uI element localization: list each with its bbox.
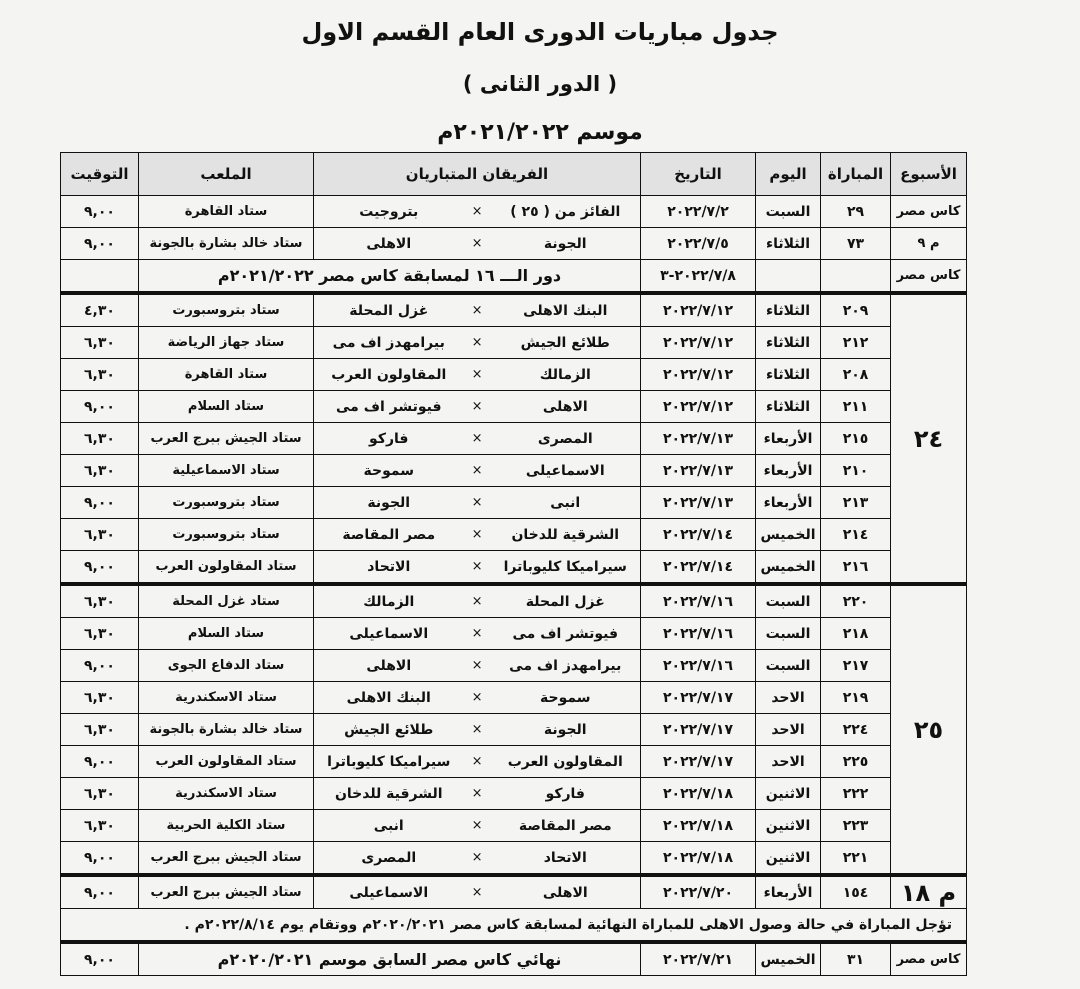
kickoff-time-text: ٦,٣٠ bbox=[84, 721, 115, 738]
vs-symbol: × bbox=[464, 359, 491, 391]
stadium: ستاد الدفاع الجوى bbox=[139, 650, 314, 682]
week-cell: كاس مصر bbox=[891, 196, 967, 228]
kickoff-time bbox=[61, 196, 139, 228]
match-day: الثلاثاء bbox=[756, 228, 821, 260]
stadium: ستاد الكلية الحربية bbox=[139, 810, 314, 842]
match-day: الاحد bbox=[756, 682, 821, 714]
document-subtitle: ( الدور الثانى ) bbox=[462, 72, 618, 96]
document-title: جدول مباريات الدورى العام القسم الاول bbox=[301, 18, 779, 46]
away-team: الاتحاد bbox=[314, 551, 464, 585]
match-day: الثلاثاء bbox=[756, 293, 821, 327]
match-day: الخميس bbox=[756, 551, 821, 585]
kickoff-time-text: ٤,٣٠ bbox=[84, 302, 115, 319]
home-team: الاهلى bbox=[491, 875, 641, 909]
away-team: سموحة bbox=[314, 455, 464, 487]
home-team: البنك الاهلى bbox=[491, 293, 641, 327]
kickoff-time bbox=[61, 942, 139, 976]
kickoff-time-text: ٦,٣٠ bbox=[84, 625, 115, 642]
vs-symbol: × bbox=[464, 327, 491, 359]
postponement-note: تؤجل المباراة في حالة وصول الاهلى للمباراة النهائية لمسابقة كاس مصر ٢٠٢٠/٢٠٢١م ووتقام يوم ٢٠٢٢/٨/١٤م . bbox=[61, 909, 967, 943]
match-number: ٢١٨ bbox=[821, 618, 891, 650]
match-date bbox=[641, 228, 756, 260]
match-date bbox=[641, 423, 756, 455]
away-team: انبى bbox=[314, 810, 464, 842]
kickoff-time bbox=[61, 650, 139, 682]
home-team: سموحة bbox=[491, 682, 641, 714]
away-team: الاهلى bbox=[314, 228, 464, 260]
match-date bbox=[641, 455, 756, 487]
stadium: ستاد المقاولون العرب bbox=[139, 551, 314, 585]
match-day: الأربعاء bbox=[756, 423, 821, 455]
week-cell: كاس مصر bbox=[891, 260, 967, 294]
match-date-text: ٢٠٢٢/٧/١٤ bbox=[662, 526, 734, 543]
kickoff-time bbox=[61, 842, 139, 876]
match-day: السبت bbox=[756, 584, 821, 618]
vs-symbol: × bbox=[464, 391, 491, 423]
home-team: فيوتشر اف مى bbox=[491, 618, 641, 650]
away-team: الاسماعيلى bbox=[314, 618, 464, 650]
kickoff-time-text: ٩,٠٠ bbox=[84, 753, 115, 770]
match-day: الخميس bbox=[756, 942, 821, 976]
stadium: ستاد الاسكندرية bbox=[139, 682, 314, 714]
final-label: نهائي كاس مصر السابق موسم ٢٠٢٠/٢٠٢١م bbox=[139, 942, 641, 976]
kickoff-time-text: ٩,٠٠ bbox=[84, 558, 115, 575]
match-date bbox=[641, 650, 756, 682]
match-day: الخميس bbox=[756, 519, 821, 551]
stadium: ستاد الجيش ببرج العرب bbox=[139, 423, 314, 455]
match-number: ٢٠٨ bbox=[821, 359, 891, 391]
header-stadium: الملعب bbox=[139, 153, 314, 196]
home-team: الجونة bbox=[491, 714, 641, 746]
stadium: ستاد خالد بشارة بالجونة bbox=[139, 228, 314, 260]
match-number: ٢١١ bbox=[821, 391, 891, 423]
match-date bbox=[641, 618, 756, 650]
match-date-text: ٢٠٢٢/٧/١٣ bbox=[662, 462, 734, 479]
match-day: الاحد bbox=[756, 714, 821, 746]
kickoff-time-text: ٩,٠٠ bbox=[84, 849, 115, 866]
away-team: غزل المحلة bbox=[314, 293, 464, 327]
table-row bbox=[61, 455, 967, 487]
match-number bbox=[821, 260, 891, 294]
match-number: ٢٢٥ bbox=[821, 746, 891, 778]
match-number: ٢٢١ bbox=[821, 842, 891, 876]
table-row bbox=[61, 650, 967, 682]
home-team: الفائز من ( ٢٥ ) bbox=[491, 196, 641, 228]
cup-round-row bbox=[61, 260, 967, 294]
away-team: الجونة bbox=[314, 487, 464, 519]
header-match: المباراة bbox=[821, 153, 891, 196]
home-team: المقاولون العرب bbox=[491, 746, 641, 778]
away-team: المقاولون العرب bbox=[314, 359, 464, 391]
away-team: البنك الاهلى bbox=[314, 682, 464, 714]
match-date bbox=[641, 196, 756, 228]
vs-symbol: × bbox=[464, 618, 491, 650]
match-number: ٢١٧ bbox=[821, 650, 891, 682]
vs-symbol: × bbox=[464, 293, 491, 327]
week-cell: م ٩ bbox=[891, 228, 967, 260]
match-date bbox=[641, 942, 756, 976]
stadium: ستاد الجيش ببرج العرب bbox=[139, 875, 314, 909]
kickoff-time-text: ٦,٣٠ bbox=[84, 462, 115, 479]
header-date: التاريخ bbox=[641, 153, 756, 196]
match-date bbox=[641, 810, 756, 842]
stadium: ستاد بتروسبورت bbox=[139, 519, 314, 551]
kickoff-time bbox=[61, 875, 139, 909]
match-date bbox=[641, 260, 756, 294]
fixtures-table bbox=[60, 152, 967, 976]
away-team: الاهلى bbox=[314, 650, 464, 682]
match-day: الأربعاء bbox=[756, 875, 821, 909]
vs-symbol: × bbox=[464, 196, 491, 228]
stadium: ستاد الاسماعيلية bbox=[139, 455, 314, 487]
match-date bbox=[641, 359, 756, 391]
match-date bbox=[641, 746, 756, 778]
kickoff-time-text: ٦,٣٠ bbox=[84, 334, 115, 351]
match-day bbox=[756, 260, 821, 294]
home-team: الزمالك bbox=[491, 359, 641, 391]
kickoff-time-text: ٦,٣٠ bbox=[84, 785, 115, 802]
kickoff-time bbox=[61, 584, 139, 618]
table-row bbox=[61, 551, 967, 585]
kickoff-time-text: ٦,٣٠ bbox=[84, 689, 115, 706]
match-date bbox=[641, 327, 756, 359]
match-date-text: ٢٠٢٢/٧/١٨ bbox=[662, 817, 734, 834]
match-date-text: ٢٠٢٢/٧/١٨ bbox=[662, 785, 734, 802]
stadium: ستاد بتروسبورت bbox=[139, 293, 314, 327]
kickoff-time-text: ٩,٠٠ bbox=[84, 398, 115, 415]
match-day: الاثنين bbox=[756, 810, 821, 842]
week-cell: ٢٥ bbox=[891, 584, 967, 875]
table-row bbox=[61, 584, 967, 618]
match-day: الاثنين bbox=[756, 842, 821, 876]
match-date bbox=[641, 875, 756, 909]
week-cell: م ١٨ bbox=[891, 875, 967, 909]
away-team: الاسماعيلى bbox=[314, 875, 464, 909]
match-date bbox=[641, 519, 756, 551]
cup-round-label: دور الـــ ١٦ لمسابقة كاس مصر ٢٠٢١/٢٠٢٢م bbox=[139, 260, 641, 294]
match-number: ٢١٢ bbox=[821, 327, 891, 359]
kickoff-time-text: ٦,٣٠ bbox=[84, 366, 115, 383]
kickoff-time-text: ٩,٠٠ bbox=[84, 657, 115, 674]
match-day: الأربعاء bbox=[756, 487, 821, 519]
table-row bbox=[61, 746, 967, 778]
vs-symbol: × bbox=[464, 778, 491, 810]
match-date-text: ٢٠٢٢/٧/١٣ bbox=[662, 494, 734, 511]
season-label: موسم ٢٠٢١/٢٠٢٢م bbox=[437, 120, 643, 145]
vs-symbol: × bbox=[464, 487, 491, 519]
match-date bbox=[641, 293, 756, 327]
match-date-text: ٢٠٢٢/٧/١٣ bbox=[662, 430, 734, 447]
kickoff-time bbox=[61, 391, 139, 423]
match-day: الثلاثاء bbox=[756, 359, 821, 391]
match-date-text: ٢٠٢٢/٧/١٢ bbox=[662, 302, 734, 319]
match-date bbox=[641, 778, 756, 810]
match-number: ٢٢٣ bbox=[821, 810, 891, 842]
vs-symbol: × bbox=[464, 682, 491, 714]
home-team: مصر المقاصة bbox=[491, 810, 641, 842]
match-date bbox=[641, 584, 756, 618]
week-cell: ٢٤ bbox=[891, 293, 967, 584]
vs-symbol: × bbox=[464, 650, 491, 682]
kickoff-time bbox=[61, 714, 139, 746]
match-date-text: ٢٠٢٢/٧/١٧ bbox=[662, 689, 734, 706]
match-day: السبت bbox=[756, 650, 821, 682]
match-number: ٧٣ bbox=[821, 228, 891, 260]
table-row bbox=[61, 875, 967, 909]
away-team: بيرامهدز اف مى bbox=[314, 327, 464, 359]
kickoff-time bbox=[61, 551, 139, 585]
kickoff-time-text: ٩,٠٠ bbox=[84, 951, 115, 968]
match-date-text: ٢٠٢٢/٧/١٤ bbox=[662, 558, 734, 575]
vs-symbol: × bbox=[464, 423, 491, 455]
match-date bbox=[641, 551, 756, 585]
match-date bbox=[641, 842, 756, 876]
home-team: غزل المحلة bbox=[491, 584, 641, 618]
match-day: الاثنين bbox=[756, 778, 821, 810]
match-date-text: ٢٠٢٢/٧/٢٠ bbox=[662, 884, 734, 901]
vs-symbol: × bbox=[464, 455, 491, 487]
table-row bbox=[61, 228, 967, 260]
match-number: ٢١٠ bbox=[821, 455, 891, 487]
kickoff-time-text: ٦,٣٠ bbox=[84, 430, 115, 447]
stadium: ستاد القاهرة bbox=[139, 359, 314, 391]
home-team: الشرقية للدخان bbox=[491, 519, 641, 551]
vs-symbol: × bbox=[464, 842, 491, 876]
match-date bbox=[641, 714, 756, 746]
kickoff-time bbox=[61, 618, 139, 650]
match-number: ٢١٩ bbox=[821, 682, 891, 714]
match-number: ٢٢٤ bbox=[821, 714, 891, 746]
home-team: الاهلى bbox=[491, 391, 641, 423]
match-date-text: ٢٠٢٢/٧/١٦ bbox=[662, 625, 734, 642]
table-row bbox=[61, 778, 967, 810]
match-date-text: ٢٠٢٢/٧/١٢ bbox=[662, 334, 734, 351]
kickoff-time bbox=[61, 778, 139, 810]
match-number: ٢٢٠ bbox=[821, 584, 891, 618]
home-team: الجونة bbox=[491, 228, 641, 260]
table-row bbox=[61, 359, 967, 391]
table-row bbox=[61, 293, 967, 327]
kickoff-time-text: ٦,٣٠ bbox=[84, 817, 115, 834]
match-date bbox=[641, 682, 756, 714]
table-row bbox=[61, 842, 967, 876]
match-date-text: ٢٠٢٢/٧/٢ bbox=[667, 203, 729, 220]
stadium: ستاد الاسكندرية bbox=[139, 778, 314, 810]
match-date-text: ٢٠٢٢/٧/١٧ bbox=[662, 721, 734, 738]
match-number: ٢١٦ bbox=[821, 551, 891, 585]
away-team: بتروجيت bbox=[314, 196, 464, 228]
home-team: الاتحاد bbox=[491, 842, 641, 876]
match-day: الثلاثاء bbox=[756, 327, 821, 359]
header-day: اليوم bbox=[756, 153, 821, 196]
home-team: فاركو bbox=[491, 778, 641, 810]
table-row bbox=[61, 391, 967, 423]
away-team: الشرقية للدخان bbox=[314, 778, 464, 810]
table-row bbox=[61, 618, 967, 650]
kickoff-time bbox=[61, 293, 139, 327]
match-date bbox=[641, 487, 756, 519]
kickoff-time bbox=[61, 423, 139, 455]
vs-symbol: × bbox=[464, 228, 491, 260]
vs-symbol: × bbox=[464, 584, 491, 618]
table-row bbox=[61, 714, 967, 746]
table-row bbox=[61, 196, 967, 228]
kickoff-time-text: ٩,٠٠ bbox=[84, 494, 115, 511]
match-number: ٣١ bbox=[821, 942, 891, 976]
away-team: مصر المقاصة bbox=[314, 519, 464, 551]
match-date-text: ٢٠٢٢/٧/١٦ bbox=[662, 657, 734, 674]
match-day: السبت bbox=[756, 618, 821, 650]
kickoff-time-text: ٩,٠٠ bbox=[84, 203, 115, 220]
match-day: الثلاثاء bbox=[756, 391, 821, 423]
kickoff-time bbox=[61, 228, 139, 260]
final-row bbox=[61, 942, 967, 976]
kickoff-time-text: ٩,٠٠ bbox=[84, 235, 115, 252]
table-row bbox=[61, 487, 967, 519]
home-team: المصرى bbox=[491, 423, 641, 455]
kickoff-time bbox=[61, 519, 139, 551]
away-team: فيوتشر اف مى bbox=[314, 391, 464, 423]
table-header-row bbox=[61, 153, 967, 196]
table-row bbox=[61, 423, 967, 455]
note-row bbox=[61, 909, 967, 943]
match-number: ٢١٤ bbox=[821, 519, 891, 551]
match-number: ٢٠٩ bbox=[821, 293, 891, 327]
stadium: ستاد السلام bbox=[139, 391, 314, 423]
match-day: الاحد bbox=[756, 746, 821, 778]
match-date-text: ٢٠٢٢/٧/١٦ bbox=[662, 593, 734, 610]
vs-symbol: × bbox=[464, 551, 491, 585]
table-row bbox=[61, 810, 967, 842]
match-date-text: ٢٠٢٢/٧/٢١ bbox=[662, 951, 734, 968]
kickoff-time-text: ٦,٣٠ bbox=[84, 593, 115, 610]
header-week: الأسبوع bbox=[891, 153, 967, 196]
match-date-text: ٢٠٢٢/٧/٨-٣ bbox=[660, 267, 736, 284]
table-row bbox=[61, 519, 967, 551]
away-team: المصرى bbox=[314, 842, 464, 876]
away-team: طلائع الجيش bbox=[314, 714, 464, 746]
match-number: ١٥٤ bbox=[821, 875, 891, 909]
stadium: ستاد القاهرة bbox=[139, 196, 314, 228]
kickoff-time bbox=[61, 682, 139, 714]
stadium: ستاد غزل المحلة bbox=[139, 584, 314, 618]
kickoff-time bbox=[61, 746, 139, 778]
week-cell: كاس مصر bbox=[891, 942, 967, 976]
match-date bbox=[641, 391, 756, 423]
vs-symbol: × bbox=[464, 519, 491, 551]
match-date-text: ٢٠٢٢/٧/١٨ bbox=[662, 849, 734, 866]
match-date-text: ٢٠٢٢/٧/١٢ bbox=[662, 398, 734, 415]
home-team: بيرامهدز اف مى bbox=[491, 650, 641, 682]
table-row bbox=[61, 327, 967, 359]
kickoff-time bbox=[61, 327, 139, 359]
stadium: ستاد خالد بشارة بالجونة bbox=[139, 714, 314, 746]
away-team: سيراميكا كليوباترا bbox=[314, 746, 464, 778]
home-team: سيراميكا كليوباترا bbox=[491, 551, 641, 585]
match-number: ٢٢٢ bbox=[821, 778, 891, 810]
kickoff-time bbox=[61, 260, 139, 294]
kickoff-time bbox=[61, 455, 139, 487]
match-day: السبت bbox=[756, 196, 821, 228]
match-date-text: ٢٠٢٢/٧/٥ bbox=[667, 235, 729, 252]
stadium: ستاد المقاولون العرب bbox=[139, 746, 314, 778]
match-day: الأربعاء bbox=[756, 455, 821, 487]
home-team: الاسماعيلى bbox=[491, 455, 641, 487]
kickoff-time bbox=[61, 810, 139, 842]
kickoff-time bbox=[61, 487, 139, 519]
match-date-text: ٢٠٢٢/٧/١٧ bbox=[662, 753, 734, 770]
stadium: ستاد جهاز الرياضة bbox=[139, 327, 314, 359]
vs-symbol: × bbox=[464, 714, 491, 746]
stadium: ستاد الجيش ببرج العرب bbox=[139, 842, 314, 876]
match-number: ٢٩ bbox=[821, 196, 891, 228]
away-team: فاركو bbox=[314, 423, 464, 455]
away-team: الزمالك bbox=[314, 584, 464, 618]
match-number: ٢١٥ bbox=[821, 423, 891, 455]
vs-symbol: × bbox=[464, 810, 491, 842]
kickoff-time bbox=[61, 359, 139, 391]
vs-symbol: × bbox=[464, 746, 491, 778]
kickoff-time-text: ٩,٠٠ bbox=[84, 884, 115, 901]
table-row bbox=[61, 682, 967, 714]
home-team: طلائع الجيش bbox=[491, 327, 641, 359]
header-teams: الفريقان المتباريان bbox=[314, 153, 641, 196]
match-date-text: ٢٠٢٢/٧/١٢ bbox=[662, 366, 734, 383]
match-number: ٢١٣ bbox=[821, 487, 891, 519]
header-time: التوقيت bbox=[61, 153, 139, 196]
kickoff-time-text: ٦,٣٠ bbox=[84, 526, 115, 543]
stadium: ستاد بتروسبورت bbox=[139, 487, 314, 519]
vs-symbol: × bbox=[464, 875, 491, 909]
home-team: انبى bbox=[491, 487, 641, 519]
stadium: ستاد السلام bbox=[139, 618, 314, 650]
